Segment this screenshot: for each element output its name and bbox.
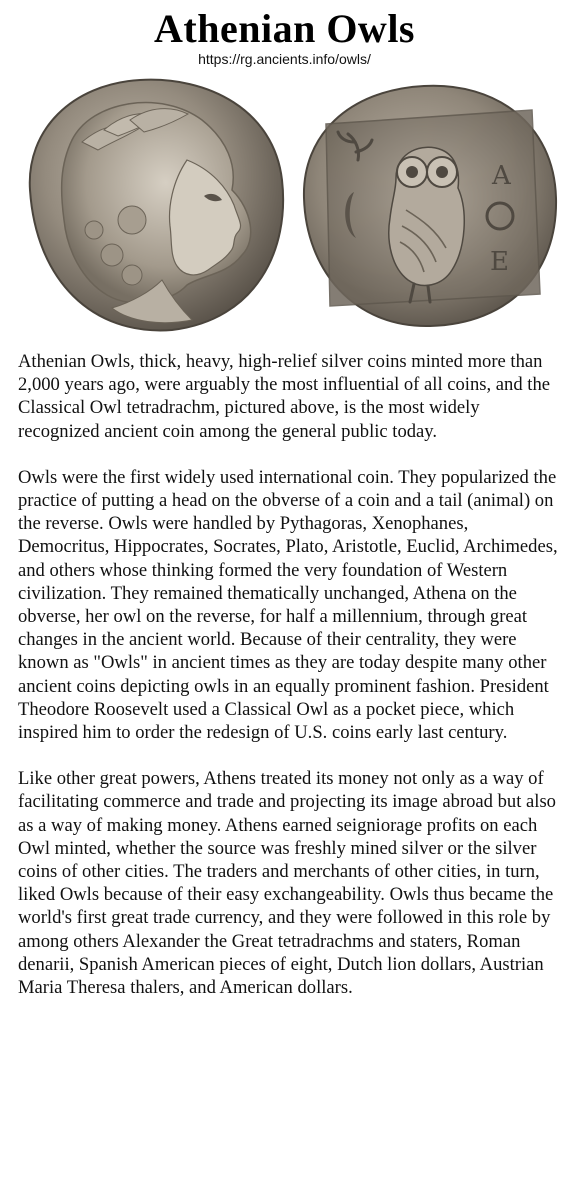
- svg-text:Α: Α: [492, 161, 511, 191]
- paragraph-history: Owls were the first widely used international coin. They popularized the practice of putting a head on the obverse of a coin and a tail (animal) on the reverse. Owls were handled by Pythagoras, Xenophanes, Democritus, Hippocrates, Socrates, Plato, Aristotle, Euclid, Archimedes, and others whose thinking formed the very foundation of Western civilization. They remained thematically unchanged, Athena on the obverse, her owl on the reverse, for half a millennium, through great changes in the ancient world. Because of their centrality, they were known as "Owls" in ancient times as they are today despite many other ancient coins depicting owls in an equally prominent fashion. President Theodore Roosevelt used a Classical Owl as a pocket piece, which inspired him to order the redesign of U.S. coins early last century.: [18, 466, 558, 744]
- article-body: [18, 350, 563, 1022]
- coin-images: [0, 66, 569, 341]
- athena-obverse-coin-image: [12, 70, 292, 338]
- owl-reverse-coin-image: [296, 80, 562, 330]
- paragraph-trade: Like other great powers, Athens treated its money not only as a way of facilitating commerce and trade and projecting its image abroad but also as a way of making money. Athens earned seigniorage profits on each Owl minted, whether the source was freshly mined silver or the silver coins of other cities. The traders and merchants of other cities, in turn, liked Owls because of their easy exchangeability. Owls thus became the world's first great trade currency, and they were followed in this role by among others Alexander the Great tetradrachms and staters, Roman denarii, Spanish American pieces of eight, Dutch lion dollars, Austrian Maria Theresa thalers, and American dollars.: [18, 768, 556, 999]
- source-url: https://rg.ancients.info/owls/: [198, 51, 371, 67]
- paragraph-intro: Athenian Owls, thick, heavy, high-relief silver coins minted more than 2,000 years ago, were arguably the most influential of all coins, and the Classical Owl tetradrachm, pictured above, is the most widely recognized ancient coin among the general public today.: [18, 351, 551, 442]
- svg-text:Ε: Ε: [490, 247, 509, 277]
- page-title: Athenian Owls: [154, 6, 415, 51]
